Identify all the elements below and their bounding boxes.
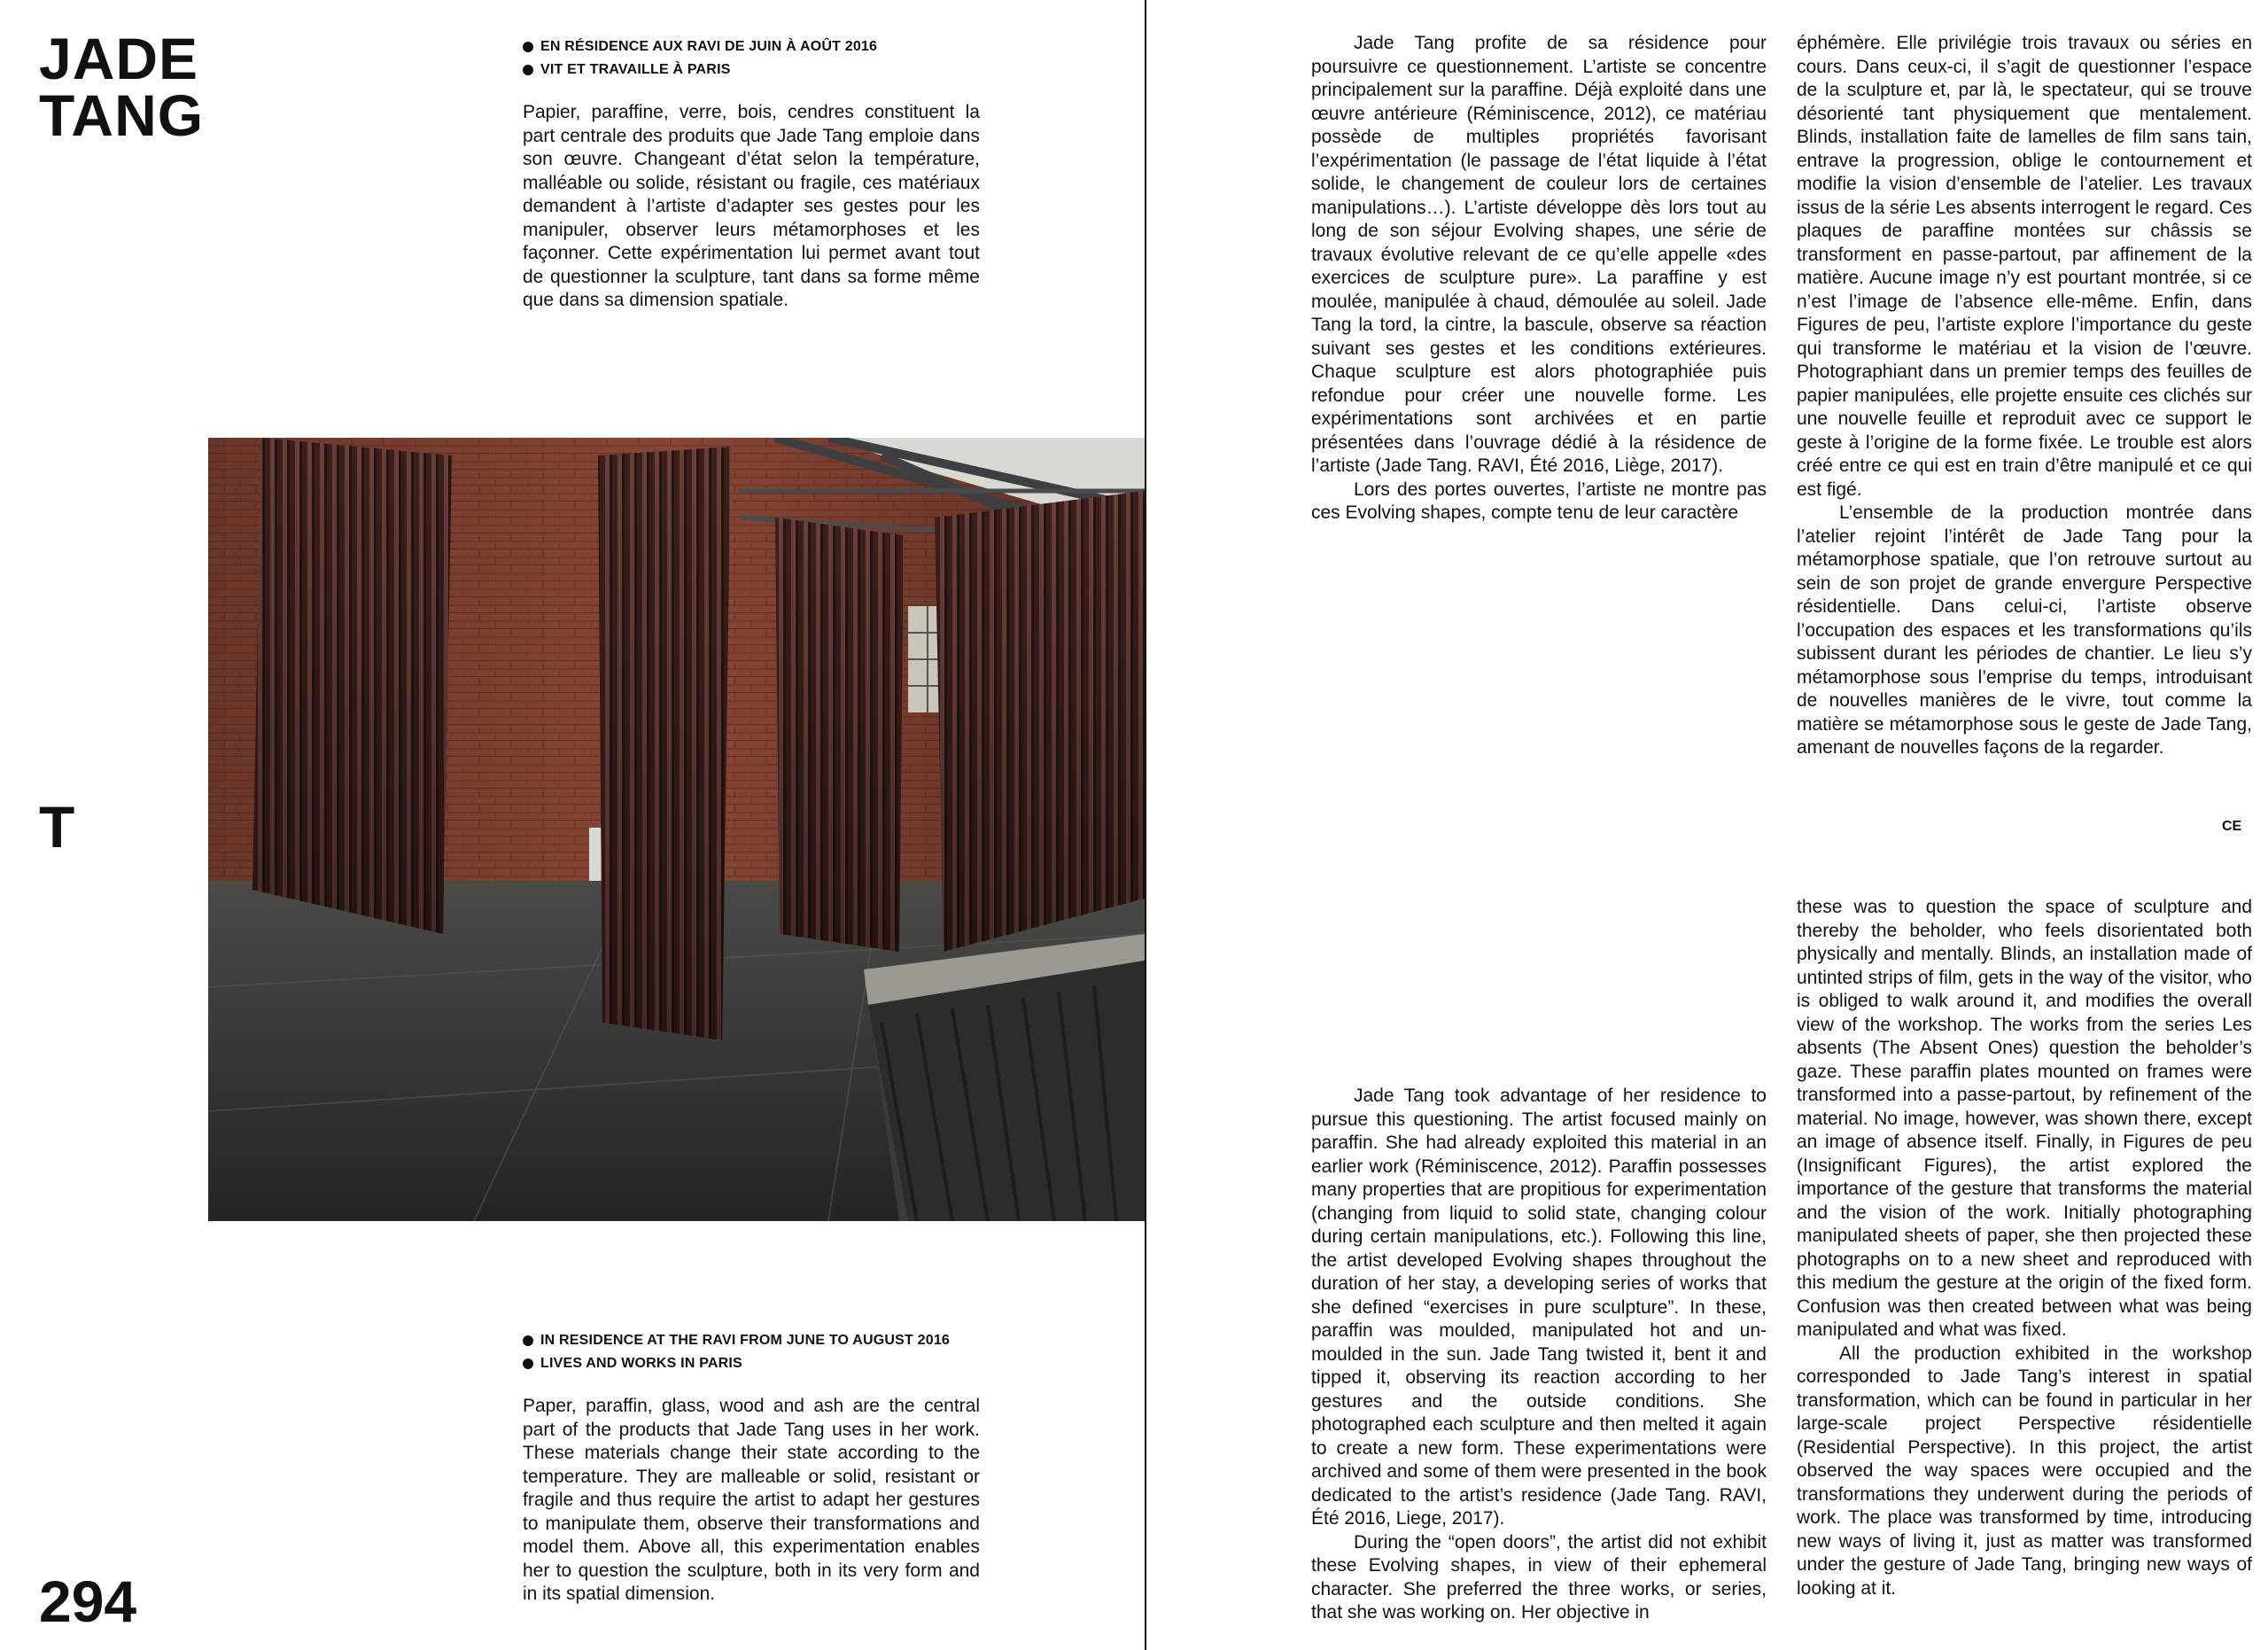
body-text-en-column-2 bbox=[1797, 896, 2252, 1600]
body-text-en-column-1 bbox=[1311, 1085, 1767, 1625]
paragraph: Lors des portes ouvertes, l’artiste ne montre pas ces Evolving shapes, compte tenu de leur caractère bbox=[1311, 479, 1767, 523]
body-text-fr-column-1 bbox=[1311, 32, 1767, 525]
intro-text-en bbox=[523, 1395, 980, 1607]
paragraph: these was to question the space of sculpture and thereby the beholder, who feels disorientated both physically and mentally. Blinds, an installation made of untinted strips of film, gets in the way of the visitor, who is obliged to walk around it, and modifies the overall view of the workshop. The works from the series Les absents (The Absent Ones) question the beholder’s gaze. These paraffin plates mounted on frames were transformed into a passe-partout, by refinement of the material. No image, however, was shown there, except an image of absence itself. Finally, in Figures de peu (Insignificant Figures), the artist explored the importance of the gesture that transforms the material and the vision of the work. Initially photographing manipulated sheets of paper, she then projected these photographs on to a new sheet and reproduced with this medium the gesture at the origin of the fixed form. Confusion was then created between what was being manipulated and what was fixed. bbox=[1797, 897, 2252, 1340]
page-number: 294 bbox=[39, 1568, 137, 1634]
bullet-icon bbox=[523, 1358, 533, 1369]
meta-item bbox=[523, 35, 877, 58]
paragraph: Paper, paraffin, glass, wood and ash are the central part of the products that Jade Tang uses in her work. These materials change their state according to the temperature. They are malleable or solid, resistant or fragile and thus require the artist to adapt her gestures to manipulate them, observe their transformations and model them. Above all, this experimentation enables her to question the sculpture, both in its very form and in its spatial dimension. bbox=[523, 1396, 980, 1604]
meta-item bbox=[523, 1352, 950, 1375]
meta-text: VIT ET TRAVAILLE À PARIS bbox=[540, 62, 731, 77]
paragraph: éphémère. Elle privilégie trois travaux ou séries en cours. Dans ceux-ci, il s’agit de questionner l’espace de la sculpture et, par là, le spectateur, qui se trouve désorienté tant physiquement que mentalement. Blinds, installation faite de lamelles de film sans tain, entrave la progression, oblige le contournement et modifie la vision d’ensemble de l’atelier. Les travaux issus de la série Les absents interrogent le regard. Ces plaques de paraffine montées sur châssis se transforment en passe-partout, par affinement de la matière. Aucune image n’y est pourtant montrée, si ce n’est l’image de l’absence elle-même. Enfin, dans Figures de peu, l’artiste explore l’importance du geste qui transforme le matériau et la vision de l’œuvre. Photographiant dans un premier temps des feuilles de papier manipulées, elle projette ensuite ces clichés sur une nouvelle feuille et reproduit avec ce support le geste à l’origine de la forme fixée. Le trouble est alors créé entre ce qui est en train d’être manipulé et ce qui est figé. bbox=[1797, 33, 2252, 500]
artist-name bbox=[39, 26, 205, 148]
page-spine bbox=[1145, 0, 1146, 1650]
author-initials: CE bbox=[2222, 819, 2242, 834]
meta-list-en bbox=[523, 1329, 950, 1375]
meta-item bbox=[523, 58, 877, 82]
paragraph: L’ensemble de la production montrée dans l’atelier rejoint l’intérêt de Jade Tang pour la métamorphose spatiale, que l’on retrouve surtout au sein de son projet de grande envergure Perspective résidentielle. Dans celui-ci, l’artiste observe l’occupation des espaces et les transformations qu’ils subissent durant les périodes de chantier. Le lieu s’y métamorphose sous l’emprise du temps, introduisant de nouvelles manières de le vivre, tout comme la matière se métamorphose sous le geste de Jade Tang, amenant de nouvelles façons de la regarder. bbox=[1797, 502, 2252, 758]
artist-name-line1: JADE bbox=[39, 26, 199, 91]
meta-list-fr bbox=[523, 35, 877, 82]
body-text-fr-column-2 bbox=[1797, 32, 2252, 760]
paragraph: Papier, paraffine, verre, bois, cendres constituent la part centrale des produits que Jade Tang emploie dans son œuvre. Changeant d’état selon la température, malléable ou solide, résistant ou fragile, ces matériaux demandent à l’artiste d’adapter ses gestes pour les manipuler, observer leurs métamorphoses et les façonner. Cette expérimentation lui permet avant tout de questionner la sculpture, tant dans sa forme même que dans sa dimension spatiale. bbox=[523, 102, 980, 310]
paragraph: During the “open doors”, the artist did not exhibit these Evolving shapes, in view of their ephemeral character. She preferred the three works, or series, that she was working on. Her objective in bbox=[1311, 1531, 1767, 1623]
installation-photo bbox=[208, 438, 1145, 1221]
paragraph: All the production exhibited in the workshop corresponded to Jade Tang’s interest in spatial transformation, which can be found in particular in her large-scale project Perspective résidentielle (Residential Perspective). In this project, the artist observed the way spaces were occupied and the transformations they underwent during the periods of work. The place was transformed by time, introducing new ways of living it, just as matter was transformed under the gesture of Jade Tang, bringing new ways of looking at it. bbox=[1797, 1343, 2252, 1599]
meta-item bbox=[523, 1329, 950, 1352]
bullet-icon bbox=[523, 42, 533, 52]
artist-name-line2: TANG bbox=[39, 82, 205, 148]
meta-text: IN RESIDENCE AT THE RAVI FROM JUNE TO AUGUST 2016 bbox=[540, 1333, 951, 1348]
bullet-icon bbox=[523, 65, 533, 75]
meta-text: EN RÉSIDENCE AUX RAVI DE JUIN À AOÛT 2016 bbox=[540, 39, 878, 54]
intro-text-fr bbox=[523, 101, 980, 313]
bullet-icon bbox=[523, 1335, 533, 1346]
meta-text: LIVES AND WORKS IN PARIS bbox=[540, 1356, 742, 1371]
paragraph: Jade Tang profite de sa résidence pour poursuivre ce questionnement. L’artiste se concentre principalement sur la paraffine. Déjà exploité dans une œuvre antérieure (Réminiscence, 2012), ce matériau possède de multiples propriétés favorisant l’expérimentation (le passage de l’état liquide à l’état solide, le changement de couleur lors de certaines manipulations…). L’artiste développe dès lors tout au long de son séjour Evolving shapes, une série de travaux évolutive relevant de ce qu’elle appelle «des exercices de sculpture pure». La paraffine y est moulée, manipulée à chaud, démoulée au soleil. Jade Tang la tord, la cintre, la bascule, observe sa réaction suivant ses gestes et les conditions extérieures. Chaque sculpture est alors photographiée puis refondue pour créer une nouvelle forme. Les expérimentations sont archivées et en partie présentées dans l’ouvrage dédié à la résidence de l’artiste (Jade Tang. RAVI, Été 2016, Liège, 2017). bbox=[1311, 33, 1767, 476]
paragraph: Jade Tang took advantage of her residence to pursue this questioning. The artist focused mainly on paraffin. She had already exploited this material in an earlier work (Réminiscence, 2012). Paraffin possesses many properties that are propitious for experimentation (changing from liquid to solid state, changing colour during certain manipulations, etc.). Following this line, the artist developed Evolving shapes throughout the duration of her stay, a developing series of works that she defined “exercises in pure sculpture”. In these, paraffin was moulded, manipulated hot and un-moulded in the sun. Jade Tang twisted it, bent it and tipped it, observing its reaction according to her gestures and the outside conditions. She photographed each sculpture and then melted it again to create a new form. These experimentations were archived and some of them were presented in the book dedicated to the artist’s residence (Jade Tang. RAVI, Été 2016, Liege, 2017). bbox=[1311, 1086, 1767, 1529]
index-letter: T bbox=[39, 794, 75, 860]
